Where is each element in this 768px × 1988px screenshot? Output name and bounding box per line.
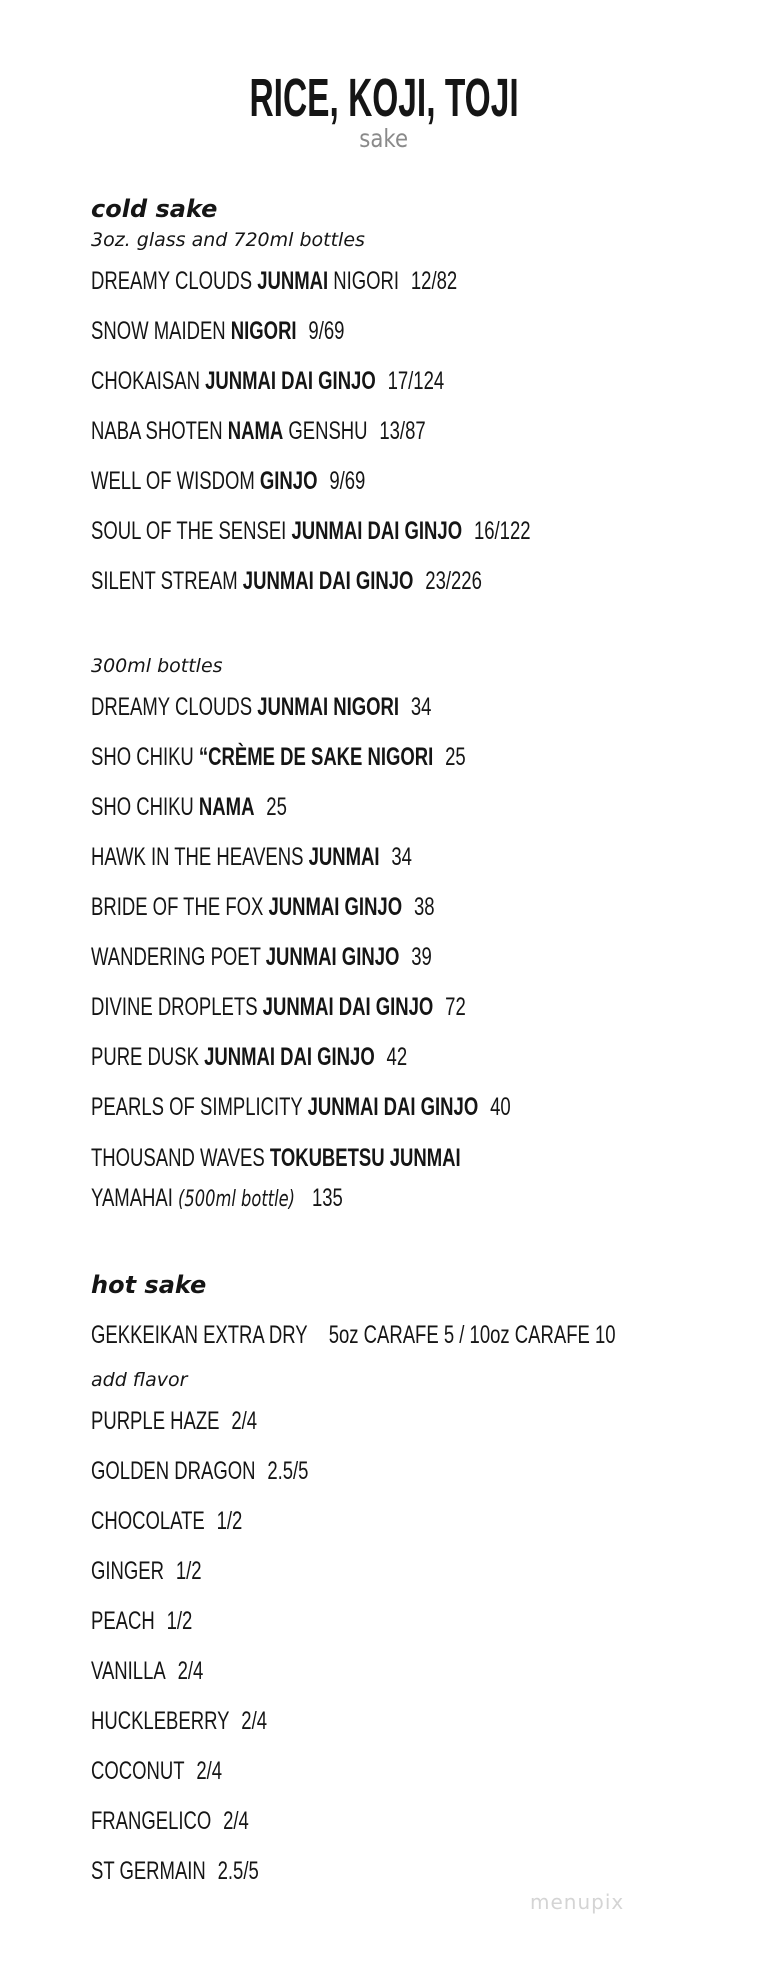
item-name: GEKKEIKAN EXTRA DRY bbox=[91, 1321, 308, 1349]
item-price: 17/124 bbox=[387, 367, 445, 395]
watermark: menupix bbox=[530, 1890, 625, 1914]
list-item bbox=[91, 256, 727, 306]
item-name: HAWK IN THE HEAVENS bbox=[91, 843, 309, 871]
item-price: 12/82 bbox=[410, 267, 458, 295]
flavor-price: 1/2 bbox=[166, 1607, 193, 1635]
flavor-name: PURPLE HAZE bbox=[91, 1407, 220, 1435]
flavor-name: HUCKLEBERRY bbox=[91, 1707, 230, 1735]
list-item bbox=[91, 1596, 727, 1646]
item-style: TOKUBETSU JUNMAI bbox=[269, 1144, 461, 1172]
flavor-name: PEACH bbox=[91, 1607, 155, 1635]
list-item bbox=[91, 1796, 727, 1846]
item-name: WANDERING POET bbox=[91, 943, 266, 971]
item-price: 13/87 bbox=[379, 417, 426, 445]
item-price: 42 bbox=[386, 1043, 408, 1071]
flavor-name: ST GERMAIN bbox=[91, 1857, 206, 1885]
list-item bbox=[91, 932, 727, 982]
flavor-price: 2/4 bbox=[177, 1657, 204, 1685]
flavor-price: 2/4 bbox=[231, 1407, 258, 1435]
list-item bbox=[91, 682, 727, 732]
item-price: 23/226 bbox=[425, 567, 482, 595]
list-item bbox=[91, 732, 727, 782]
item-name: NABA SHOTEN bbox=[91, 417, 228, 445]
item-note: (500ml bottle) bbox=[178, 1187, 295, 1212]
list-item bbox=[91, 356, 727, 406]
item-style: JUNMAI DAI GINJO bbox=[242, 567, 414, 595]
page-subtitle: sake bbox=[359, 124, 409, 153]
item-style: JUNMAI bbox=[308, 843, 380, 871]
item-style: NAMA bbox=[198, 793, 255, 821]
flavor-name: VANILLA bbox=[91, 1657, 166, 1685]
bottles-section bbox=[91, 652, 751, 1224]
item-name: PURE DUSK bbox=[91, 1043, 205, 1071]
item-price: 5oz CARAFE 5 / 10oz CARAFE 10 bbox=[328, 1321, 616, 1349]
flavor-heading: add flavor bbox=[91, 1369, 188, 1391]
flavor-price: 2/4 bbox=[241, 1707, 268, 1735]
item-name: SNOW MAIDEN bbox=[91, 317, 231, 345]
list-item bbox=[91, 306, 727, 356]
item-style: JUNMAI bbox=[257, 267, 329, 295]
flavor-list bbox=[91, 1396, 751, 1896]
flavor-name: CHOCOLATE bbox=[91, 1507, 205, 1535]
flavor-price: 1/2 bbox=[216, 1507, 243, 1535]
list-item bbox=[91, 1746, 727, 1796]
list-item bbox=[91, 506, 727, 556]
list-item bbox=[91, 1846, 727, 1896]
cold-sake-subheading: 3oz. glass and 720ml bottles bbox=[91, 229, 365, 251]
item-name: PEARLS OF SIMPLICITY bbox=[91, 1093, 308, 1121]
flavor-price: 2.5/5 bbox=[267, 1457, 309, 1485]
list-item bbox=[91, 1546, 727, 1596]
item-name: SOUL OF THE SENSEI bbox=[91, 517, 292, 545]
cold-sake-heading: cold sake bbox=[91, 195, 218, 223]
list-item bbox=[91, 1032, 727, 1082]
list-item bbox=[91, 1082, 727, 1132]
list-item bbox=[91, 1496, 727, 1546]
item-style: “CRÈME DE SAKE NIGORI bbox=[198, 743, 434, 771]
item-name: WELL OF WISDOM bbox=[91, 467, 260, 495]
flavor-name: GOLDEN DRAGON bbox=[91, 1457, 256, 1485]
item-style: JUNMAI DAI GINJO bbox=[204, 1043, 375, 1071]
list-item bbox=[91, 1310, 727, 1360]
item-price: 38 bbox=[413, 893, 435, 921]
flavor-price: 2.5/5 bbox=[217, 1857, 259, 1885]
item-price: 34 bbox=[410, 693, 432, 721]
item-price: 39 bbox=[411, 943, 432, 971]
list-item bbox=[91, 832, 727, 882]
item-name: BRIDE OF THE FOX bbox=[91, 893, 269, 921]
menu-header bbox=[0, 68, 768, 153]
item-name-suffix: NIGORI bbox=[328, 267, 400, 295]
item-style: JUNMAI GINJO bbox=[268, 893, 403, 921]
item-style: NIGORI bbox=[230, 317, 297, 345]
item-name: DREAMY CLOUDS bbox=[91, 267, 258, 295]
flavor-price: 2/4 bbox=[223, 1807, 249, 1835]
item-name: DIVINE DROPLETS bbox=[91, 993, 263, 1021]
item-price: 9/69 bbox=[329, 467, 366, 495]
item-name: DREAMY CLOUDS bbox=[91, 693, 258, 721]
list-item bbox=[91, 882, 727, 932]
bottles-subheading: 300ml bottles bbox=[91, 655, 223, 677]
item-price: 40 bbox=[490, 1093, 511, 1121]
page-title: RICE, KOJI, TOJI bbox=[249, 68, 519, 128]
item-style: NAMA bbox=[227, 417, 284, 445]
item-price: 72 bbox=[445, 993, 466, 1021]
list-item bbox=[91, 1696, 727, 1746]
item-price: 16/122 bbox=[473, 517, 531, 545]
cold-sake-list bbox=[91, 256, 751, 606]
item-style: JUNMAI GINJO bbox=[265, 943, 400, 971]
item-style: JUNMAI DAI GINJO bbox=[205, 367, 376, 395]
item-style: JUNMAI DAI GINJO bbox=[262, 993, 434, 1021]
item-price: 9/69 bbox=[308, 317, 345, 345]
cold-sake-section bbox=[91, 192, 751, 606]
hot-sake-section bbox=[91, 1268, 751, 1896]
item-name: SILENT STREAM bbox=[91, 567, 243, 595]
list-item bbox=[91, 1132, 727, 1224]
list-item bbox=[91, 982, 727, 1032]
hot-sake-heading: hot sake bbox=[91, 1271, 207, 1299]
list-item bbox=[91, 1396, 727, 1446]
item-price: 25 bbox=[266, 793, 287, 821]
item-price: 135 bbox=[311, 1184, 343, 1212]
item-price: 34 bbox=[391, 843, 412, 871]
list-item bbox=[91, 456, 727, 506]
item-style: JUNMAI DAI GINJO bbox=[291, 517, 463, 545]
list-item bbox=[91, 1646, 727, 1696]
list-item bbox=[91, 406, 727, 456]
list-item bbox=[91, 556, 727, 606]
flavor-name: FRANGELICO bbox=[91, 1807, 212, 1835]
item-style: JUNMAI DAI GINJO bbox=[307, 1093, 479, 1121]
bottles-list bbox=[91, 682, 751, 1132]
item-name-cont: YAMAHAI bbox=[91, 1184, 173, 1212]
flavor-price: 1/2 bbox=[175, 1557, 202, 1585]
list-item bbox=[91, 782, 727, 832]
flavor-name: GINGER bbox=[91, 1557, 164, 1585]
item-name: THOUSAND WAVES bbox=[91, 1144, 270, 1172]
item-name: CHOKAISAN bbox=[91, 367, 206, 395]
flavor-name: COCONUT bbox=[91, 1757, 185, 1785]
item-style: JUNMAI NIGORI bbox=[257, 693, 400, 721]
item-price: 25 bbox=[445, 743, 466, 771]
flavor-price: 2/4 bbox=[196, 1757, 223, 1785]
item-style: GINJO bbox=[259, 467, 318, 495]
list-item bbox=[91, 1446, 727, 1496]
item-name-suffix: GENSHU bbox=[283, 417, 368, 445]
item-name: SHO CHIKU bbox=[91, 743, 199, 771]
item-name: SHO CHIKU bbox=[91, 793, 199, 821]
